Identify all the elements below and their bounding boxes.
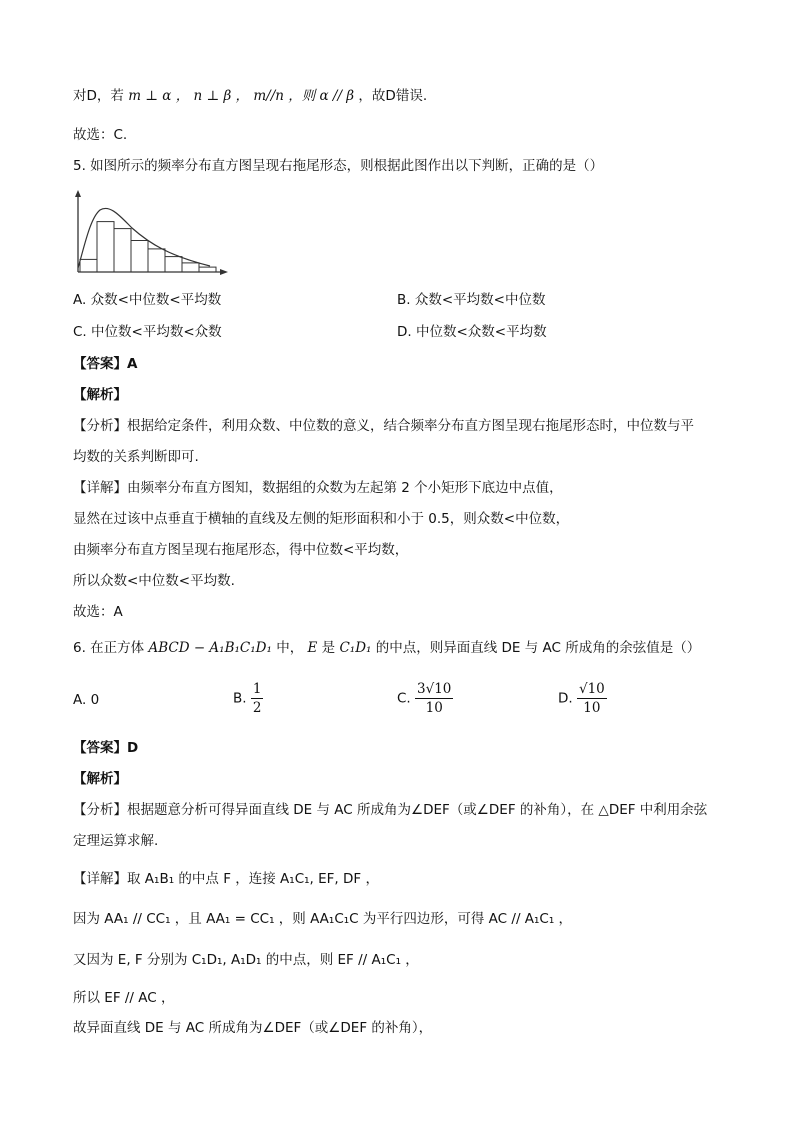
q5-option-d: D. 中位数<众数<平均数	[397, 324, 547, 340]
q6-option-d	[558, 680, 607, 717]
q6-fenxi-a: 【分析】根据题意分析可得异面直线 DE 与 AC 所成角为∠DEF（或∠DEF 的补角），在 △DEF 中利用余弦	[73, 802, 708, 818]
denominator: 2	[252, 700, 262, 716]
histogram-figure	[70, 188, 230, 280]
math-seg: ABCD − A₁B₁C₁D₁	[148, 640, 272, 656]
q5-xiangjie-b: 显然在过该中点垂直于横轴的直线及左侧的矩形面积和小于 0.5，则众数<中位数，	[73, 511, 570, 527]
q6-xiangjie-d: 所以 EF // AC ，	[73, 990, 175, 1006]
q6-answer: 【答案】D	[73, 740, 139, 756]
q5-fenxi-b: 均数的关系判断即可.	[73, 449, 199, 465]
q6-xiangjie-a: 【详解】取 A₁B₁ 的中点 F ，连接 A₁C₁, EF, DF ，	[73, 871, 379, 887]
q5-xiangjie-d: 所以众数<中位数<平均数.	[73, 573, 235, 589]
text-seg: ，故D错误.	[358, 88, 428, 104]
q5-xiangjie-a: 【详解】由频率分布直方图知，数据组的众数为左起第 2 个小矩形下底边中点值，	[73, 480, 563, 496]
histogram-bar	[165, 257, 182, 272]
histogram-bar	[182, 263, 199, 272]
fraction	[577, 680, 607, 717]
denominator: 10	[583, 700, 601, 716]
numerator: 3√10	[417, 681, 452, 697]
question-6	[73, 638, 700, 658]
text-seg: 是	[321, 640, 336, 656]
fraction	[415, 680, 453, 717]
histogram-bars	[80, 222, 216, 272]
question-5: 5. 如图所示的频率分布直方图呈现右拖尾形态，则根据此图作出以下判断，正确的是（）	[73, 158, 604, 174]
text-seg: 中，	[276, 640, 304, 656]
denominator: 10	[425, 700, 443, 716]
q6-xiangjie-e: 故异面直线 DE 与 AC 所成角为∠DEF（或∠DEF 的补角），	[73, 1020, 433, 1036]
q5-xiangjie-c: 由频率分布直方图呈现右拖尾形态，得中位数<平均数，	[73, 542, 409, 558]
q5-choose: 故选：A	[73, 604, 123, 620]
q5-jiexi: 【解析】	[73, 387, 127, 403]
q6-option-a: A. 0	[73, 692, 100, 708]
text-seg: 对D，若	[73, 88, 124, 104]
line-choose-c: 故选：C.	[73, 127, 128, 143]
math-seg: C₁D₁	[339, 640, 372, 656]
math-seg: E	[307, 640, 318, 656]
line-option-d-judgement	[73, 86, 427, 106]
numerator: √10	[578, 681, 605, 697]
histogram-bar	[148, 249, 165, 272]
histogram-bar	[80, 259, 97, 272]
histogram-bar	[199, 267, 216, 272]
fraction	[251, 680, 264, 717]
q6-option-c	[397, 680, 453, 717]
option-label: B.	[233, 690, 247, 707]
density-curve	[78, 208, 210, 268]
histogram-bar	[97, 222, 114, 272]
q6-xiangjie-c: 又因为 E, F 分别为 C₁D₁, A₁D₁ 的中点，则 EF // A₁C₁ ，	[73, 952, 419, 968]
q6-jiexi: 【解析】	[73, 771, 127, 787]
histogram-bar	[131, 241, 148, 273]
y-axis-arrow-icon	[75, 190, 81, 197]
q5-option-c: C. 中位数<平均数<众数	[73, 324, 222, 340]
numerator: 1	[252, 681, 262, 697]
q6-xiangjie-b: 因为 AA₁ // CC₁ ，且 AA₁ = CC₁ ，则 AA₁C₁C 为平行四边形，可得 AC // A₁C₁ ，	[73, 911, 573, 927]
q6-fenxi-b: 定理运算求解.	[73, 833, 159, 849]
histogram-bar	[114, 229, 131, 272]
x-axis-arrow-icon	[220, 269, 228, 275]
q5-fenxi-a: 【分析】根据给定条件，利用众数、中位数的意义，结合频率分布直方图呈现右拖尾形态时，中位数与平	[73, 418, 694, 434]
option-label: C.	[397, 690, 411, 707]
math-seg: m ⊥ α ， n ⊥ β ， m//n ，则 α // β	[128, 88, 355, 104]
text-seg: 6. 在正方体	[73, 640, 145, 656]
option-label: D.	[558, 690, 573, 707]
q5-option-a: A. 众数<中位数<平均数	[73, 292, 222, 308]
q6-option-b	[233, 680, 263, 717]
q5-answer: 【答案】A	[73, 356, 138, 372]
text-seg: 的中点，则异面直线 DE 与 AC 所成角的余弦值是（）	[375, 640, 701, 656]
q5-option-b: B. 众数<平均数<中位数	[397, 292, 546, 308]
